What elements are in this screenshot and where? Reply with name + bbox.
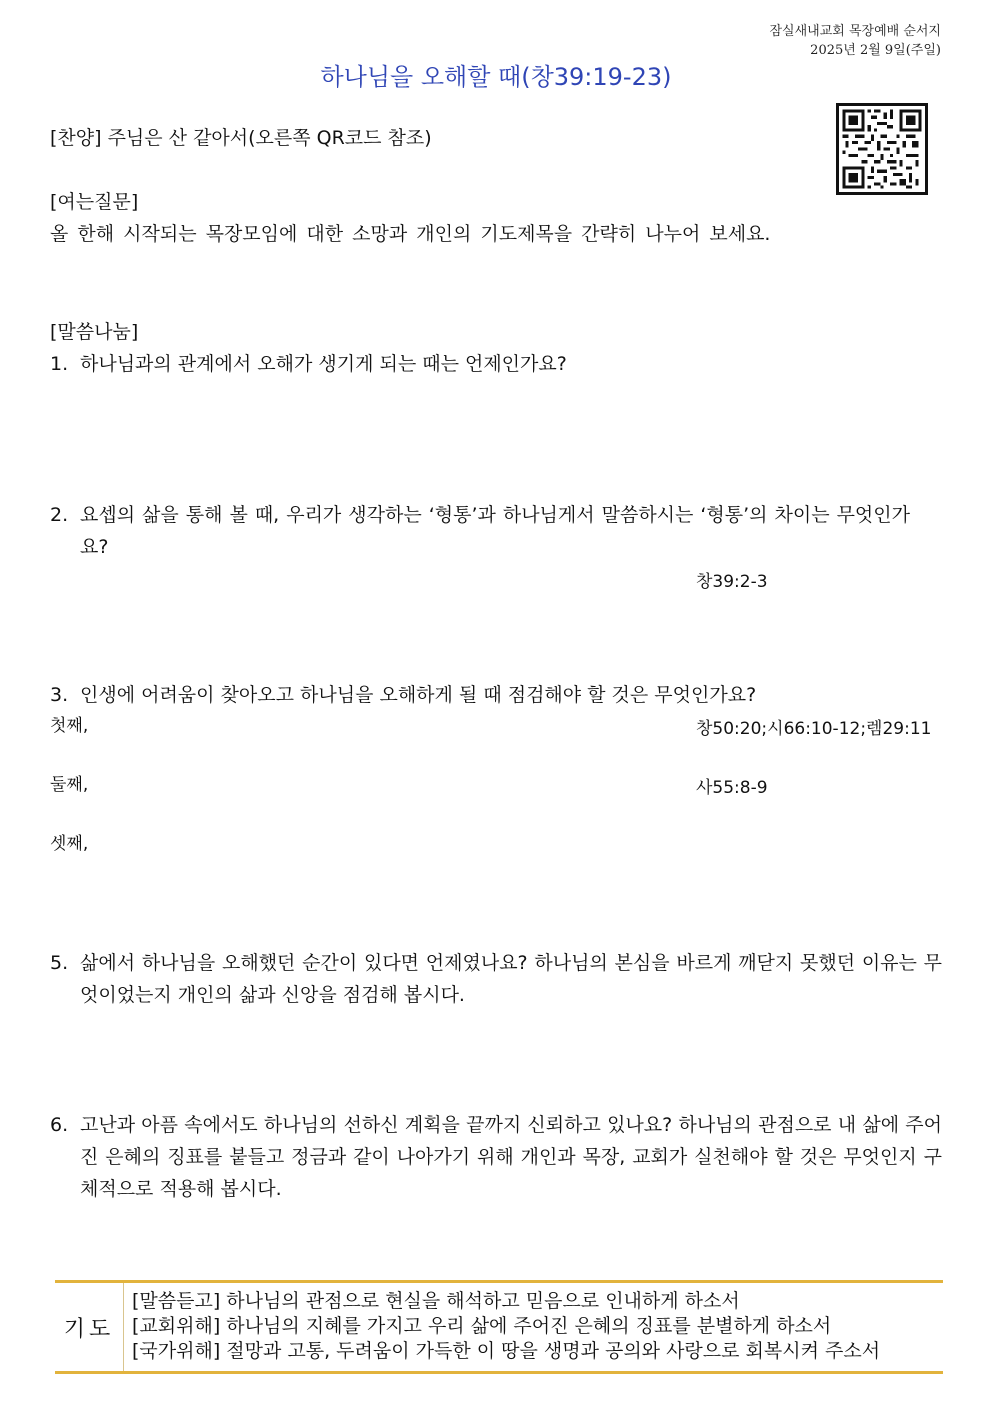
question-6 xyxy=(50,1109,942,1205)
scripture-reference: 창39:2-3 xyxy=(696,572,768,592)
opening-question-heading: [여는질문] xyxy=(50,191,139,213)
church-name: 잠실새내교회 목장예배 순서지 xyxy=(769,24,941,39)
question-number: 2. xyxy=(50,504,69,526)
qr-code-icon[interactable] xyxy=(836,103,928,195)
question-number: 3. xyxy=(50,684,69,706)
point-first: 첫째, xyxy=(50,716,89,736)
question-text: 인생에 어려움이 찾아오고 하나님을 오해하게 될 때 점검해야 할 것은 무엇인가요? xyxy=(80,684,757,706)
opening-question-text: 올 한해 시작되는 목장모임에 대한 소망과 개인의 기도제목을 간략히 나누어 보세요. xyxy=(50,223,771,245)
scripture-reference: 사55:8-9 xyxy=(696,778,768,798)
question-number: 1. xyxy=(50,353,69,375)
prayer-line-nation: [국가위해] 절망과 고통, 두려움이 가득한 이 땅을 생명과 공의와 사랑으로 회복시켜 주소서 xyxy=(132,1340,881,1362)
question-number: 6. xyxy=(50,1114,69,1136)
prayer-line-word: [말씀듣고] 하나님의 관점으로 현실을 해석하고 믿음으로 인내하게 하소서 xyxy=(132,1290,740,1312)
question-text: 삶에서 하나님을 오해했던 순간이 있다면 언제였나요? 하나님의 본심을 바르게 깨닫지 못했던 이유는 무엇이었는지 개인의 삶과 신앙을 점검해 봅시다. xyxy=(80,952,942,1006)
point-second: 둘째, xyxy=(50,775,89,795)
question-number: 5. xyxy=(50,952,69,974)
prayer-line-church: [교회위해] 하나님의 지혜를 가지고 우리 삶에 주어진 은혜의 징표를 분별하게 하소서 xyxy=(132,1315,832,1337)
hymn-line: [찬양] 주님은 산 같아서(오른쪽 QR코드 참조) xyxy=(50,127,432,149)
question-1 xyxy=(50,348,942,380)
question-text: 요셉의 삶을 통해 볼 때, 우리가 생각하는 ‘형통’과 하나님게서 말씀하시는 ‘형통’의 차이는 무엇인가요? xyxy=(80,504,910,558)
question-5 xyxy=(50,947,942,1011)
word-sharing-heading: [말씀나눔] xyxy=(50,321,139,343)
point-third: 셋째, xyxy=(50,834,89,854)
scripture-reference: 창50:20;시66:10-12;렘29:11 xyxy=(696,719,932,739)
question-text: 하나님과의 관계에서 오해가 생기게 되는 때는 언제인가요? xyxy=(80,353,567,375)
page-title: 하나님을 오해할 때(창39:19-23) xyxy=(320,63,672,91)
question-3 xyxy=(50,679,942,711)
question-2 xyxy=(50,499,910,563)
prayer-lines xyxy=(132,1289,880,1364)
prayer-label: 기도 xyxy=(55,1283,124,1371)
question-text: 고난과 아픔 속에서도 하나님의 선하신 계획을 끝까지 신뢰하고 있나요? 하나님의 관점으로 내 삶에 주어진 은혜의 징표를 붙들고 정금과 같이 나아가기 위해 개인과 목장, 교회가 실천해야 할 것은 무엇인지 구체적으로 적용해 봅시다. xyxy=(80,1114,942,1200)
service-date: 2025년 2월 9일(주일) xyxy=(810,43,941,58)
prayer-box xyxy=(55,1280,943,1374)
